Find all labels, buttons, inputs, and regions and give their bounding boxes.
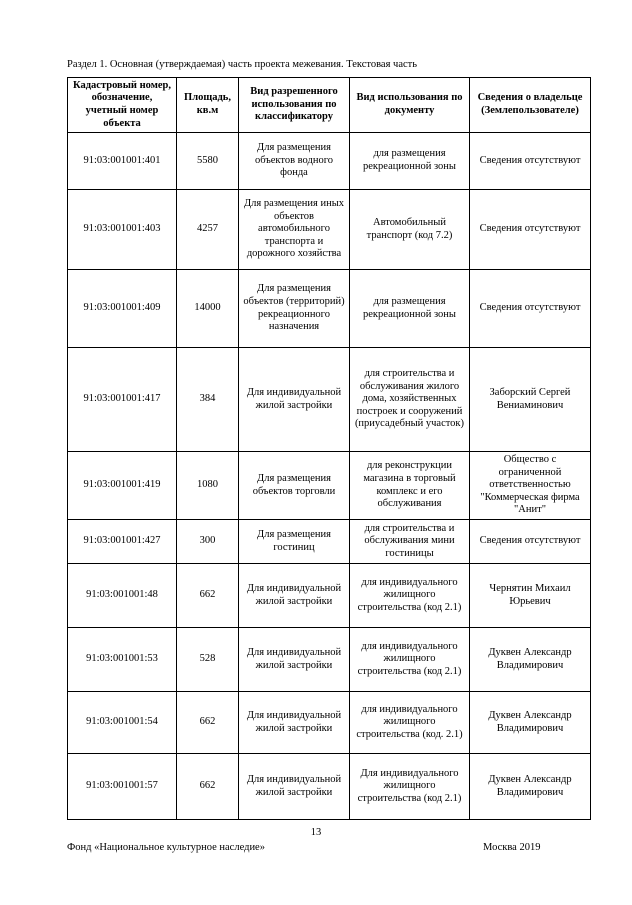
cell-area: 662 (177, 564, 239, 628)
cell-use-document: для реконструкции магазина в торговый комплекс и его обслуживания (350, 452, 470, 520)
header-area: Площадь, кв.м (177, 78, 239, 133)
cell-area: 5580 (177, 133, 239, 190)
cell-owner: Общество с ограниченной ответственностью "Коммерческая фирма "Анит" (470, 452, 591, 520)
cell-use-document: для индивидуального жилищного строительства (код. 2.1) (350, 692, 470, 754)
table-row (68, 692, 591, 754)
cell-owner: Дуквен Александр Владимирович (470, 628, 591, 692)
cell-cadastral: 91:03:001001:427 (68, 520, 177, 564)
header-cadastral: Кадастровый номер, обозначение, учетный номер объекта (68, 78, 177, 133)
cell-use-classifier: Для индивидуальной жилой застройки (239, 692, 350, 754)
cell-use-document: для размещения рекреационной зоны (350, 270, 470, 348)
cell-use-classifier: Для размещения объектов водного фонда (239, 133, 350, 190)
cell-use-classifier: Для размещения объектов торговли (239, 452, 350, 520)
table-row (68, 348, 591, 452)
cell-use-document: для размещения рекреационной зоны (350, 133, 470, 190)
cell-area: 4257 (177, 190, 239, 270)
cell-owner: Сведения отсутствуют (470, 133, 591, 190)
cell-owner: Дуквен Александр Владимирович (470, 754, 591, 820)
footer-organization: Фонд «Национальное культурное наследие» (67, 842, 265, 853)
cell-use-document: для индивидуального жилищного строительства (код 2.1) (350, 628, 470, 692)
cell-use-classifier: Для размещения иных объектов автомобильного транспорта и дорожного хозяйства (239, 190, 350, 270)
section-title: Раздел 1. Основная (утверждаемая) часть проекта межевания. Текстовая часть (67, 59, 418, 70)
cell-use-classifier: Для размещения гостиниц (239, 520, 350, 564)
cell-cadastral: 91:03:001001:403 (68, 190, 177, 270)
cell-area: 1080 (177, 452, 239, 520)
cell-owner: Сведения отсутствуют (470, 520, 591, 564)
table-row (68, 270, 591, 348)
cell-cadastral: 91:03:001001:419 (68, 452, 177, 520)
table-row (68, 628, 591, 692)
parcels-table (67, 77, 591, 820)
cell-owner: Дуквен Александр Владимирович (470, 692, 591, 754)
cell-area: 300 (177, 520, 239, 564)
table-row (68, 520, 591, 564)
footer-city-year: Москва 2019 (483, 842, 541, 853)
cell-cadastral: 91:03:001001:54 (68, 692, 177, 754)
cell-use-classifier: Для индивидуальной жилой застройки (239, 754, 350, 820)
cell-area: 662 (177, 754, 239, 820)
cell-cadastral: 91:03:001001:417 (68, 348, 177, 452)
table-row (68, 190, 591, 270)
cell-use-document: для строительства и обслуживания мини гостиницы (350, 520, 470, 564)
table-header-row (68, 78, 591, 133)
header-use-classifier: Вид разрешенного использования по классификатору (239, 78, 350, 133)
cell-cadastral: 91:03:001001:409 (68, 270, 177, 348)
cell-use-classifier: Для индивидуальной жилой застройки (239, 628, 350, 692)
cell-area: 528 (177, 628, 239, 692)
cell-cadastral: 91:03:001001:53 (68, 628, 177, 692)
cell-cadastral: 91:03:001001:57 (68, 754, 177, 820)
cell-use-classifier: Для размещения объектов (территорий) рекреационного назначения (239, 270, 350, 348)
cell-owner: Заборский Сергей Вениаминович (470, 348, 591, 452)
cell-area: 662 (177, 692, 239, 754)
cell-use-classifier: Для индивидуальной жилой застройки (239, 348, 350, 452)
cell-owner: Сведения отсутствуют (470, 270, 591, 348)
table-row (68, 564, 591, 628)
table-row (68, 754, 591, 820)
cell-cadastral: 91:03:001001:48 (68, 564, 177, 628)
cell-use-document: для индивидуального жилищного строительства (код 2.1) (350, 564, 470, 628)
cell-use-classifier: Для индивидуальной жилой застройки (239, 564, 350, 628)
header-owner: Сведения о владельце (Землепользователе) (470, 78, 591, 133)
cell-use-document: для строительства и обслуживания жилого дома, хозяйственных построек и сооружений (приусадебный участок) (350, 348, 470, 452)
cell-cadastral: 91:03:001001:401 (68, 133, 177, 190)
table-row (68, 452, 591, 520)
page-number: 13 (310, 827, 322, 838)
cell-area: 384 (177, 348, 239, 452)
table-row (68, 133, 591, 190)
cell-use-document: Автомобильный транспорт (код 7.2) (350, 190, 470, 270)
cell-owner: Сведения отсутствуют (470, 190, 591, 270)
header-use-document: Вид использования по документу (350, 78, 470, 133)
cell-area: 14000 (177, 270, 239, 348)
cell-use-document: Для индивидуального жилищного строительства (код 2.1) (350, 754, 470, 820)
cell-owner: Чернятин Михаил Юрьевич (470, 564, 591, 628)
